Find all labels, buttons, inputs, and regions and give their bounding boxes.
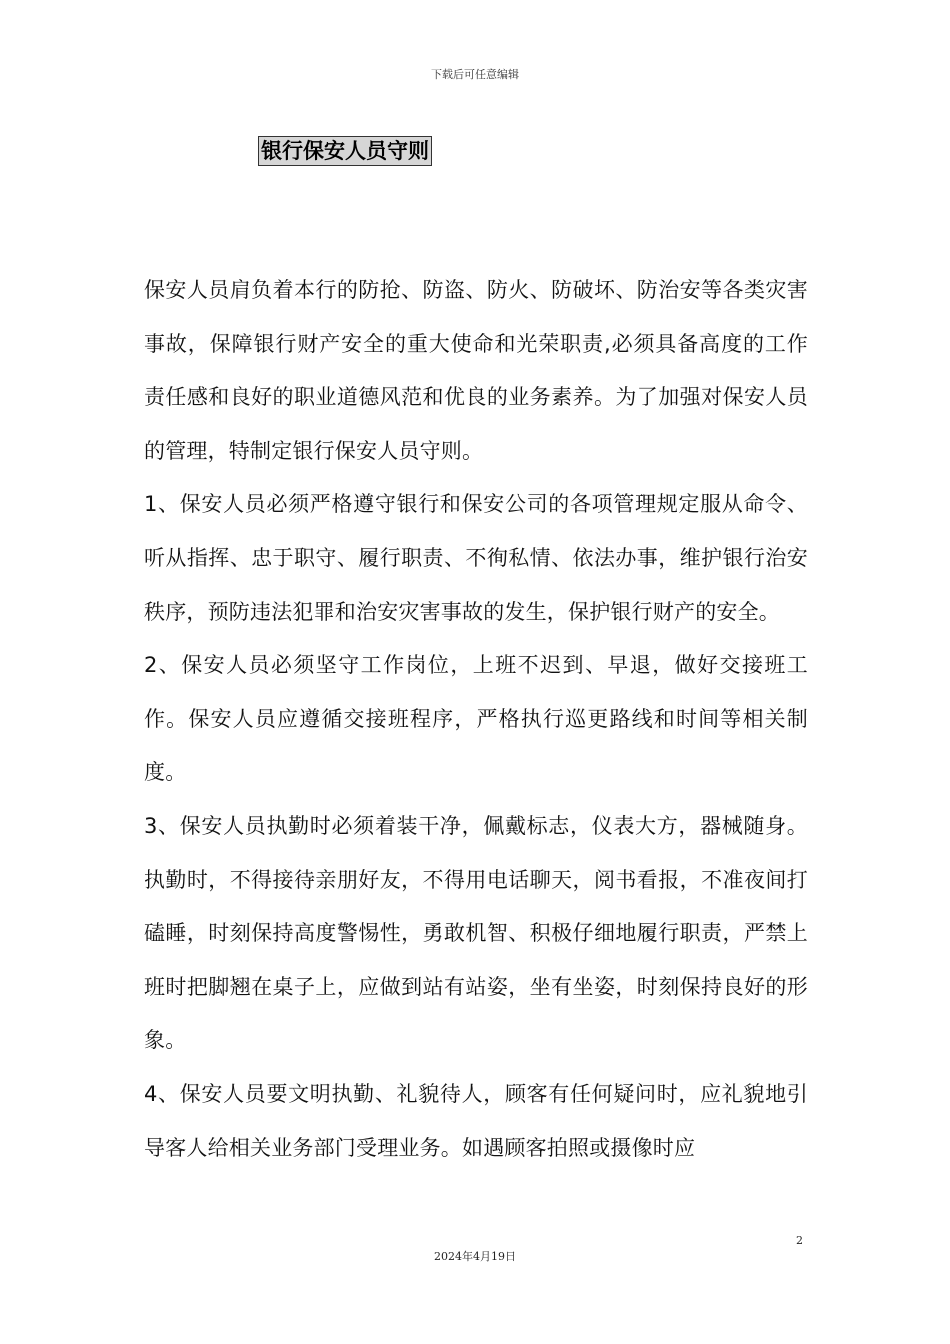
paragraph-intro: 保安人员肩负着本行的防抢、防盗、防火、防破坏、防治安等各类灾害事故，保障银行财产安全的重大使命和光荣职责,必须具备高度的工作责任感和良好的职业道德风范和优良的业务素养。为了加强对保安人员的管理，特制定银行保安人员守则。 [144, 278, 808, 463]
page-number: 2 [796, 1234, 803, 1247]
footer-date: 2024年4月19日 [434, 1250, 516, 1263]
document-title: 银行保安人员守则 [258, 136, 432, 166]
paragraph-rule-1: 1、保安人员必须严格遵守银行和保安公司的各项管理规定服从命令、听从指挥、忠于职守、履行职责、不徇私情、依法办事，维护银行治安秩序，预防违法犯罪和治安灾害事故的发生，保护银行财产的安全。 [144, 492, 808, 624]
paragraph-rule-4: 4、保安人员要文明执勤、礼貌待人，顾客有任何疑问时，应礼貌地引导客人给相关业务部门受理业务。如遇顾客拍照或摄像时应 [144, 1081, 808, 1160]
paragraph-rule-3: 3、保安人员执勤时必须着装干净，佩戴标志，仪表大方，器械随身。执勤时，不得接待亲朋好友，不得用电话聊天，阅书看报，不准夜间打磕睡，时刻保持高度警惕性，勇敢机智、积极仔细地履行职责，严禁上班时把脚翘在桌子上，应做到站有站姿，坐有坐姿，时刻保持良好的形象。 [144, 813, 808, 1053]
page-header-note: 下载后可任意编辑 [431, 68, 519, 81]
paragraph-rule-2: 2、保安人员必须坚守工作岗位，上班不迟到、早退，做好交接班工作。保安人员应遵循交接班程序，严格执行巡更路线和时间等相关制度。 [144, 653, 808, 785]
document-body [144, 264, 808, 1175]
